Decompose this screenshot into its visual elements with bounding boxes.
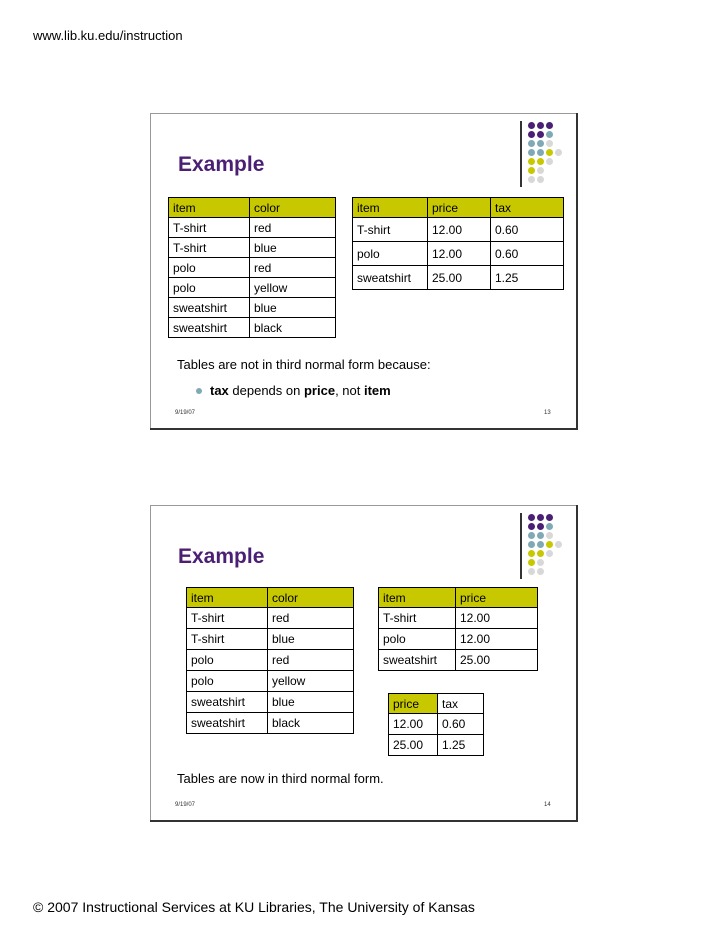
header-url: www.lib.ku.edu/instruction [33, 28, 183, 43]
bullet-text: , not [335, 383, 364, 398]
table-cell: polo [353, 242, 428, 266]
bullet-bold-text: price [303, 383, 336, 398]
decorative-dot [546, 541, 553, 548]
header-cell: tax [438, 694, 484, 714]
decorative-dot [546, 158, 553, 165]
decorative-dot [546, 149, 553, 156]
bullet-text: depends on [228, 383, 304, 398]
table-cell: 25.00 [389, 735, 438, 756]
table-cell: red [268, 650, 354, 671]
table-cell: 1.25 [438, 735, 484, 756]
decorative-dot [528, 122, 535, 129]
bullet-bold-text: item [363, 383, 391, 398]
bullet-item [196, 383, 391, 398]
decorative-dot [537, 149, 544, 156]
decorative-dot [546, 122, 553, 129]
slide-number: 13 [544, 410, 551, 416]
table-cell: T-shirt [169, 218, 250, 238]
decorative-dot [528, 523, 535, 530]
table-cell: T-shirt [353, 218, 428, 242]
decorative-dot [528, 541, 535, 548]
slide-body-text: Tables are not in third normal form because: [177, 357, 431, 372]
table-cell: 12.00 [428, 218, 491, 242]
table-cell: polo [169, 258, 250, 278]
table-cell: sweatshirt [169, 318, 250, 338]
decorative-dot [537, 523, 544, 530]
decorative-dot [537, 541, 544, 548]
table-cell: 0.60 [491, 242, 564, 266]
decorative-dot [537, 131, 544, 138]
slide-13 [150, 113, 578, 430]
table-cell: yellow [268, 671, 354, 692]
decorative-dot [546, 550, 553, 557]
decorative-dot [528, 559, 535, 566]
slide-date: 9/19/07 [175, 410, 196, 416]
table-cell: blue [268, 629, 354, 650]
header-cell: price [428, 198, 491, 218]
table-cell: 12.00 [428, 242, 491, 266]
decorative-dot [546, 131, 553, 138]
table-cell: T-shirt [187, 629, 268, 650]
decorative-dot [537, 568, 544, 575]
decorative-dots [528, 122, 578, 188]
bullet-icon [196, 388, 202, 394]
decorative-dot [528, 131, 535, 138]
table-cell: 12.00 [456, 629, 538, 650]
decorative-dot [555, 149, 562, 156]
table-cell: 0.60 [491, 218, 564, 242]
table-cell: blue [250, 238, 336, 258]
table-cell: red [268, 608, 354, 629]
table-cell: black [250, 318, 336, 338]
table-cell: sweatshirt [379, 650, 456, 671]
decorative-dot [528, 514, 535, 521]
decorative-dot [546, 140, 553, 147]
header-cell: color [268, 588, 354, 608]
decorative-dot [528, 158, 535, 165]
table-cell: blue [250, 298, 336, 318]
table-cell: 25.00 [456, 650, 538, 671]
decorative-dot [537, 167, 544, 174]
table-cell: sweatshirt [187, 692, 268, 713]
table-cell: polo [379, 629, 456, 650]
table-cell: 1.25 [491, 266, 564, 290]
table-cell: blue [268, 692, 354, 713]
item-price-table [378, 587, 538, 671]
table-cell: 0.60 [438, 714, 484, 735]
footer-copyright: © 2007 Instructional Services at KU Libraries, The University of Kansas [33, 899, 475, 915]
table-cell: polo [169, 278, 250, 298]
decorative-dot [528, 550, 535, 557]
decorative-dot [546, 514, 553, 521]
decorative-dot [537, 532, 544, 539]
table-cell: polo [187, 650, 268, 671]
decorative-dot [537, 122, 544, 129]
table-cell: 25.00 [428, 266, 491, 290]
slide-date: 9/19/07 [175, 802, 196, 808]
slide-divider-line [520, 513, 522, 579]
header-cell: item [187, 588, 268, 608]
table-cell: sweatshirt [187, 713, 268, 734]
table-cell: red [250, 218, 336, 238]
header-cell: item [379, 588, 456, 608]
decorative-dot [528, 176, 535, 183]
decorative-dot [537, 514, 544, 521]
decorative-dot [528, 140, 535, 147]
table-cell: black [268, 713, 354, 734]
header-cell: item [353, 198, 428, 218]
decorative-dot [555, 541, 562, 548]
table-cell: T-shirt [379, 608, 456, 629]
slide-divider-line [520, 121, 522, 187]
decorative-dot [528, 149, 535, 156]
slide-number: 14 [544, 802, 551, 808]
item-price-tax-table [352, 197, 564, 290]
decorative-dot [537, 140, 544, 147]
table-cell: yellow [250, 278, 336, 298]
header-cell: price [456, 588, 538, 608]
decorative-dots [528, 514, 578, 580]
decorative-dot [528, 568, 535, 575]
slide-title: Example [178, 153, 265, 176]
decorative-dot [537, 550, 544, 557]
table-cell: T-shirt [169, 238, 250, 258]
slide-body-text: Tables are now in third normal form. [177, 771, 384, 786]
slide-14 [150, 505, 578, 822]
slide-title: Example [178, 545, 265, 568]
table-cell: 12.00 [456, 608, 538, 629]
table-cell: polo [187, 671, 268, 692]
table-cell: sweatshirt [169, 298, 250, 318]
decorative-dot [528, 167, 535, 174]
decorative-dot [537, 158, 544, 165]
table-cell: sweatshirt [353, 266, 428, 290]
decorative-dot [528, 532, 535, 539]
decorative-dot [546, 523, 553, 530]
item-color-table [186, 587, 354, 734]
table-cell: red [250, 258, 336, 278]
bullet-bold-text: tax [210, 383, 229, 398]
header-cell: price [389, 694, 438, 714]
price-tax-table [388, 693, 484, 756]
header-cell: color [250, 198, 336, 218]
table-cell: 12.00 [389, 714, 438, 735]
decorative-dot [537, 176, 544, 183]
item-color-table [168, 197, 336, 338]
decorative-dot [546, 532, 553, 539]
header-cell: tax [491, 198, 564, 218]
header-cell: item [169, 198, 250, 218]
table-cell: T-shirt [187, 608, 268, 629]
decorative-dot [537, 559, 544, 566]
